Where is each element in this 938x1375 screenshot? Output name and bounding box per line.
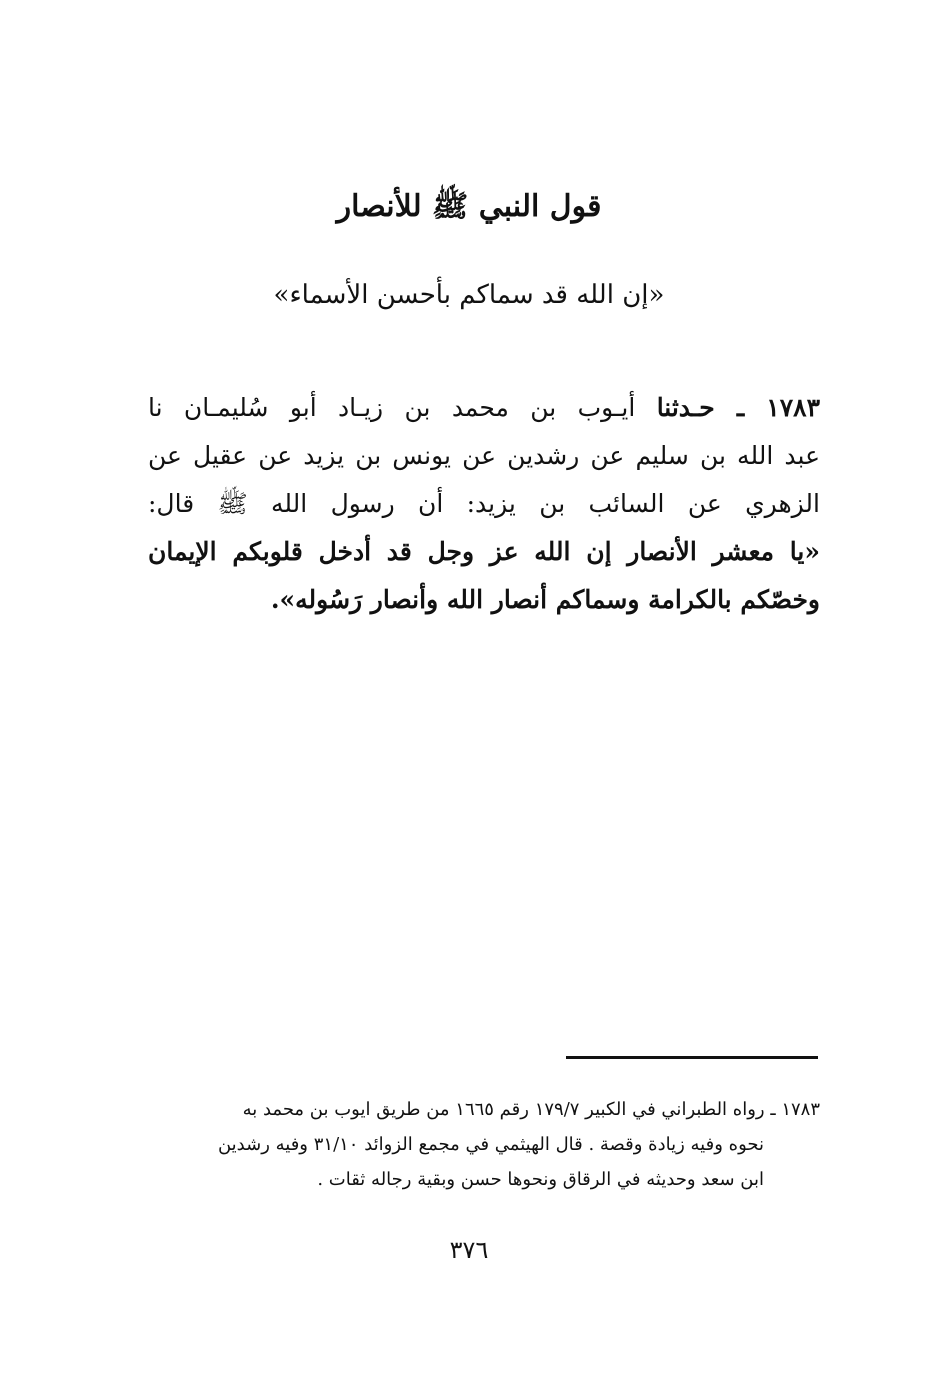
hadith-line-3: الزهري عن السائب بن يزيد: أن رسول الله ﷺ قال: — [148, 489, 820, 518]
hadith-quote-line-2: وخصّكم بالكرامة وسماكم أنصار الله وأنصار رَسُوله». — [270, 585, 820, 614]
chapter-subtitle: «إن الله قد سماكم بأحسن الأسماء» — [273, 280, 665, 310]
hadith-text — [148, 384, 820, 624]
page-number: ٣٧٦ — [449, 1236, 489, 1264]
chapter-title: قول النبي ﷺ للأنصار — [336, 189, 602, 224]
hadith-line-1 — [148, 384, 820, 432]
footnote-line-1: ١٧٨٣ ـ رواه الطبراني في الكبير ١٧٩/٧ رقم ١٦٦٥ من طريق ايوب بن محمد به — [242, 1099, 820, 1120]
hadith-line-2: عبد الله بن سليم عن رشدين عن يونس بن يزيد عن عقيل عن — [148, 441, 820, 470]
hadith-chain-start: أيـوب بن محمد بن زيـاد أبو سُليمـان نا — [148, 393, 636, 422]
hadith-quote-line-1: «يا معشر الأنصار إن الله عز وجل قد أدخل قلوبكم الإيمان — [148, 537, 820, 566]
footnote-line-3: ابن سعد وحديثه في الرقاق ونحوها حسن وبقية رجاله ثقات . — [317, 1169, 764, 1190]
hadith-number-lead: ١٧٨٣ ـ حـدثنا — [656, 393, 820, 422]
footnote-line-2: نحوه وفيه زيادة وقصة . قال الهيثمي في مجمع الزوائد ٣١/١٠ وفيه رشدين — [217, 1134, 764, 1155]
footnote-divider — [566, 1056, 818, 1059]
footnote-block — [140, 1092, 820, 1197]
